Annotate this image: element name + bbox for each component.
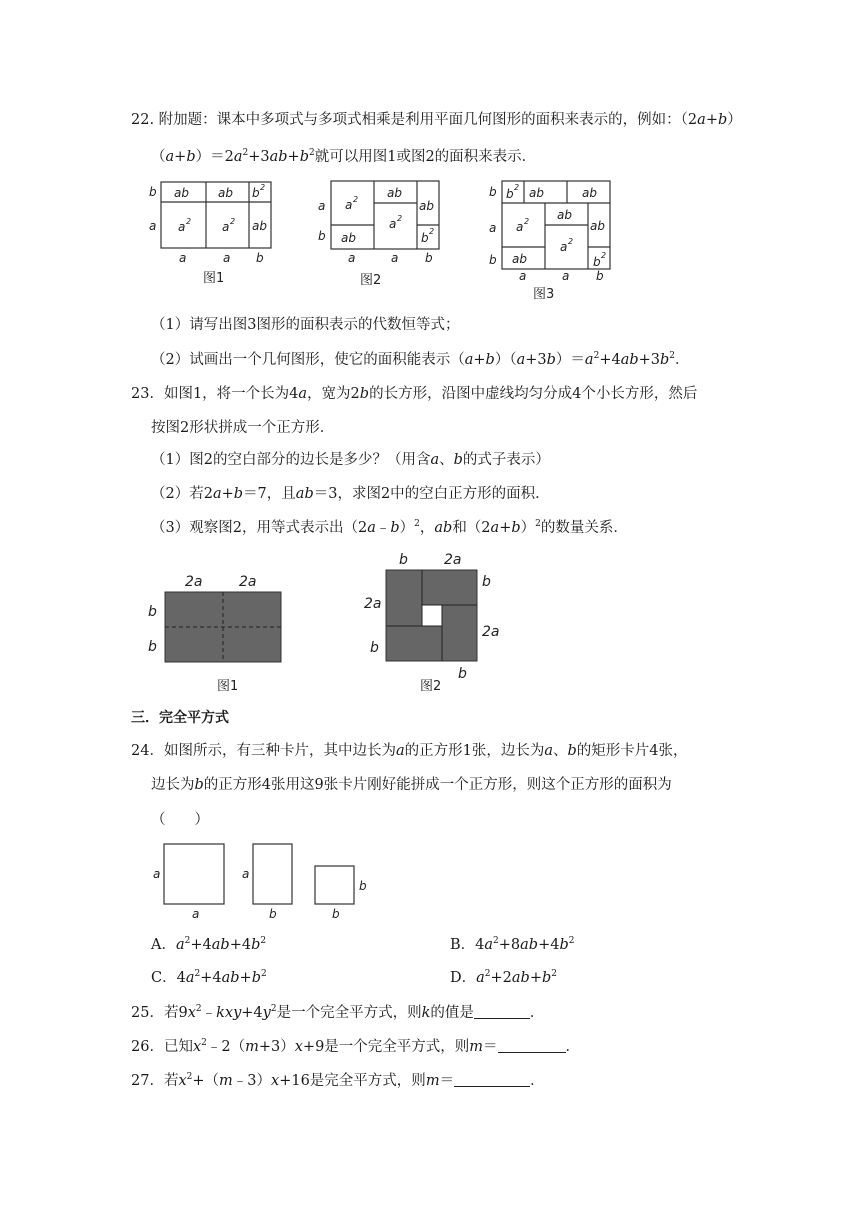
svg-text:2: 2 [514,183,520,192]
svg-text:b: b [506,187,514,201]
q22-figure-2 [313,176,448,288]
q24-option-c[interactable]: C．$4a^2+4ab+b^2$ [151,969,267,986]
svg-text:2a: 2a [239,574,257,590]
svg-text:ab: ab [529,186,544,200]
svg-text:a: a [179,251,187,265]
q25-answer-blank[interactable] [474,1004,530,1019]
svg-text:ab: ab [590,219,605,233]
q24-option-a[interactable]: A．$a^2+4ab+4b^2$ [151,936,267,953]
svg-text:a: a [560,240,568,254]
svg-text:ab: ab [582,186,597,200]
svg-text:2: 2 [230,217,236,226]
svg-text:2: 2 [568,237,574,246]
svg-text:a: a [318,199,326,213]
svg-text:a: a [242,867,250,881]
svg-text:2: 2 [353,195,359,204]
q23-line1: 23．如图1，将一个长为4a，宽为2b的长方形，沿图中虚线均匀分成4个小长方形，然后 [131,386,698,402]
q23-figure-1 [145,570,285,700]
svg-text:a: a [178,220,186,234]
svg-text:ab: ab [252,219,267,233]
q22-f1-label-b: b [149,185,157,199]
svg-text:ab: ab [557,208,572,222]
svg-text:a: a [562,269,570,283]
svg-text:b: b [425,251,433,265]
q27-number: 27． [131,1073,164,1089]
q27-line: 27．若$x^2+(m﹣3)x+16$是完全平方式，则m＝ ． [131,1072,545,1089]
svg-text:b: b [458,666,467,682]
q24-line2: 边长为b的正方形4张用这9张卡片刚好能拼成一个正方形，则这个正方形的面积为 [151,777,672,793]
svg-text:ab: ab [341,231,356,245]
svg-text:ab: ab [174,186,189,200]
svg-text:a: a [153,867,161,881]
svg-text:b: b [596,269,604,283]
svg-text:b: b [332,907,340,921]
q23-number: 23． [131,386,164,402]
svg-text:b: b [421,231,429,245]
svg-text:a: a [348,251,356,265]
svg-text:ab: ab [387,186,402,200]
q24-line1: 24．如图所示，有三种卡片，其中边长为a的正方形1张，边长为a、b的矩形卡片4张， [131,743,688,759]
q22-figure-3 [485,176,620,304]
q23-part1: （1）图2的空白部分的边长是多少？（用含a、b的式子表示） [151,452,550,468]
q25-line: 25．若$9x^2﹣kxy+4y^2$是一个完全平方式，则k的值是 ． [131,1004,545,1021]
svg-text:b: b [269,907,277,921]
svg-text:b: b [399,552,408,568]
q24-option-d[interactable]: D．$a^2+2ab+b^2$ [450,969,558,986]
q24-cards-figure [150,838,380,924]
q26-line: 26．已知$x^2﹣2(m+3)x+9$是一个完全平方式，则m＝ ． [131,1038,581,1055]
q22-figure-1 [145,178,275,288]
svg-text:b: b [318,229,326,243]
svg-text:2: 2 [524,217,530,226]
q26-answer-blank[interactable] [498,1038,566,1053]
q23-part3: （3）观察图2，用等式表示出（2a﹣b）$^2$，ab和$(2a+b)^2$的数量关系． [151,519,628,536]
svg-text:b: b [489,185,497,199]
svg-text:b: b [489,253,497,267]
q23-line2: 按图2形状拼成一个正方形． [151,420,335,436]
svg-text:2: 2 [397,214,403,223]
svg-text:a: a [345,198,353,212]
q24-number: 24． [131,743,164,759]
q22-line2: $(a+b)=2a^2+3ab+b^2$就可以用图1或图2的面积来表示． [151,148,537,165]
svg-text:2: 2 [429,227,435,236]
svg-text:b: b [593,255,601,269]
svg-text:a: a [389,217,397,231]
q23-f1-caption: 图1 [217,679,239,694]
svg-text:a: a [222,220,230,234]
q24-option-b[interactable]: B．$4a^2+8ab+4b^2$ [450,936,575,953]
q22-f2-caption: 图2 [360,273,382,288]
q23-figure-2 [358,548,508,698]
svg-text:2: 2 [186,217,192,226]
svg-text:2: 2 [260,183,266,192]
svg-text:ab: ab [218,186,233,200]
q22-number: 22. [131,112,155,128]
svg-text:2a: 2a [185,574,203,590]
q26-number: 26． [131,1039,164,1055]
svg-text:b: b [252,186,260,200]
svg-text:2: 2 [601,251,607,260]
svg-text:a: a [516,220,524,234]
svg-text:ab: ab [512,252,527,266]
q24-answer-paren: （ ） [151,812,209,828]
q22-part2: （2）试画出一个几何图形，使它的面积能表示$(a+b)(a+3b)=a^2+4ab+3b^2$． [151,351,690,368]
svg-text:b: b [148,639,157,655]
svg-text:2a: 2a [444,552,462,568]
q22-line1: 22. 附加题：课本中多项式与多项式相乘是利用平面几何图形的面积来表示的，例如：（2a+b） [131,112,742,128]
svg-text:b: b [370,640,379,656]
svg-text:ab: ab [419,199,434,213]
svg-text:a: a [192,907,200,921]
svg-text:a: a [223,251,231,265]
q27-answer-blank[interactable] [454,1072,530,1087]
svg-text:a: a [391,251,399,265]
svg-text:a: a [489,221,497,235]
section-title: 三．完全平方式 [131,710,229,726]
svg-text:a: a [519,269,527,283]
svg-text:2a: 2a [482,624,500,640]
svg-text:2a: 2a [364,596,382,612]
svg-text:b: b [256,251,264,265]
svg-text:b: b [359,879,367,893]
q23-part2: （2）若2a+b＝7，且ab＝3，求图2中的空白正方形的面积． [151,486,550,502]
q22-f1-label-a: a [149,219,157,233]
q23-f2-caption: 图2 [420,679,442,694]
svg-text:b: b [482,574,491,590]
svg-text:b: b [148,604,157,620]
q25-number: 25． [131,1005,164,1021]
q22-f1-caption: 图1 [203,271,225,286]
q22-f3-caption: 图3 [533,287,555,302]
q22-part1: （1）请写出图3图形的面积表示的代数恒等式； [151,317,460,333]
